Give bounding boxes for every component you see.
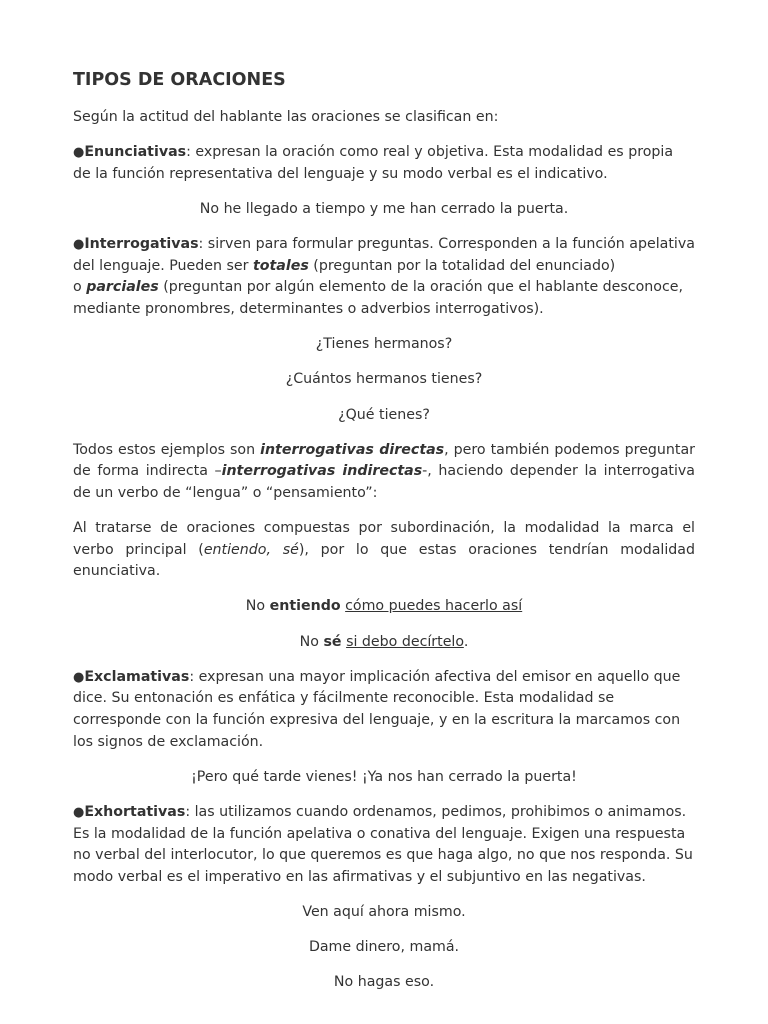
- interrogativas-text-2: (preguntan por la totalidad del enunciado): [308, 257, 616, 274]
- directas-term: interrogativas directas: [260, 441, 445, 458]
- exhortativas-text: : las utilizamos cuando ordenamos, pedimos, prohibimos o animamos. Es la modalidad de la función apelativa o conativa del lenguaje. Exigen una respuesta no verbal del interlocutor, lo que queremos es que haga algo, no que nos responda. Su modo verbal es el imperativo en las afirmativas y el subjuntivo en las negativas.: [73, 803, 693, 885]
- exclamativas-paragraph: [73, 667, 695, 753]
- exhortativas-example-2: Dame dinero, mamá.: [308, 939, 460, 956]
- se-verb: sé: [323, 633, 342, 650]
- entiendo-example: [73, 596, 695, 618]
- enunciativas-example: No he llegado a tiempo y me han cerrado la puerta.: [199, 200, 569, 217]
- bullet-icon: ●: [73, 669, 85, 685]
- compuestas-text-1: Al tratarse de oraciones compuestas por subordinación, la modalidad la marca el verbo principal (: [73, 520, 695, 558]
- bullet-icon: ●: [73, 804, 85, 820]
- interrogativas-example-3: ¿Qué tienes?: [338, 406, 430, 423]
- exhortativas-paragraph: [73, 802, 695, 888]
- exhortativas-example-1: Ven aquí ahora mismo.: [302, 903, 466, 920]
- indirectas-term: interrogativas indirectas: [221, 463, 423, 480]
- compuestas-text-2: ), por lo que estas oraciones tendrían modalidad enunciativa.: [73, 541, 696, 580]
- page-title: TIPOS DE ORACIONES: [73, 70, 286, 90]
- directas-text-3: -, haciendo depender la interrogativa de un verbo de “lengua” o “pensamiento”:: [73, 463, 695, 501]
- directas-text-1: Todos estos ejemplos son: [73, 441, 261, 458]
- entiendo-subordinate: cómo puedes hacerlo así: [345, 598, 523, 615]
- se-subordinate: si debo decírtelo: [346, 633, 464, 650]
- interrogativas-term: Interrogativas: [84, 236, 199, 253]
- interrogativas-paragraph: [73, 234, 695, 320]
- enunciativas-term: Enunciativas: [84, 144, 187, 161]
- document-page: [73, 68, 695, 1008]
- exhortativas-term: Exhortativas: [84, 803, 186, 820]
- parciales-term: parciales: [86, 279, 159, 296]
- exhortativas-example-3: No hagas eso.: [333, 974, 435, 991]
- compuestas-italic: entiendo, sé: [203, 541, 299, 558]
- se-example: [73, 632, 695, 654]
- directas-text-2: , pero también podemos preguntar de forma indirecta –: [73, 441, 695, 480]
- totales-term: totales: [252, 257, 309, 274]
- interrogativas-text-4: (preguntan por algún elemento de la oración que el hablante desconoce, mediante pronombres, determinantes o adverbios interrogativos).: [73, 279, 683, 317]
- interrogativas-example-1: ¿Tienes hermanos?: [315, 336, 453, 353]
- entiendo-verb: entiendo: [269, 598, 341, 615]
- enunciativas-text: : expresan la oración como real y objetiva. Esta modalidad es propia de la función representativa del lenguaje y su modo verbal es el indicativo.: [73, 144, 674, 182]
- enunciativas-paragraph: [73, 142, 695, 185]
- exclamativas-text: : expresan una mayor implicación afectiva del emisor en aquello que dice. Su entonación es enfática y fácilmente reconocible. Esta modalidad se corresponde con la función expresiva del lenguaje, y en la escritura la marcamos con los signos de exclamación.: [73, 668, 681, 750]
- bullet-icon: ●: [73, 237, 85, 253]
- exclamativas-example: ¡Pero qué tarde vienes! ¡Ya nos han cerrado la puerta!: [191, 768, 577, 785]
- interrogativas-example-2: ¿Cuántos hermanos tienes?: [285, 371, 483, 388]
- exclamativas-term: Exclamativas: [84, 668, 190, 685]
- se-example-pre: No: [299, 633, 324, 650]
- interrogativas-text-3: o: [73, 279, 87, 296]
- compuestas-paragraph: [73, 518, 695, 583]
- directas-paragraph: [73, 440, 695, 505]
- bullet-icon: ●: [73, 145, 85, 161]
- intro-paragraph: Según la actitud del hablante las oraciones se clasifican en:: [73, 109, 499, 125]
- interrogativas-text-1: : sirven para formular preguntas. Corresponden a la función apelativa del lenguaje. Pueden ser: [73, 236, 695, 274]
- entiendo-example-pre: No: [245, 598, 270, 615]
- se-example-end: .: [463, 633, 469, 650]
